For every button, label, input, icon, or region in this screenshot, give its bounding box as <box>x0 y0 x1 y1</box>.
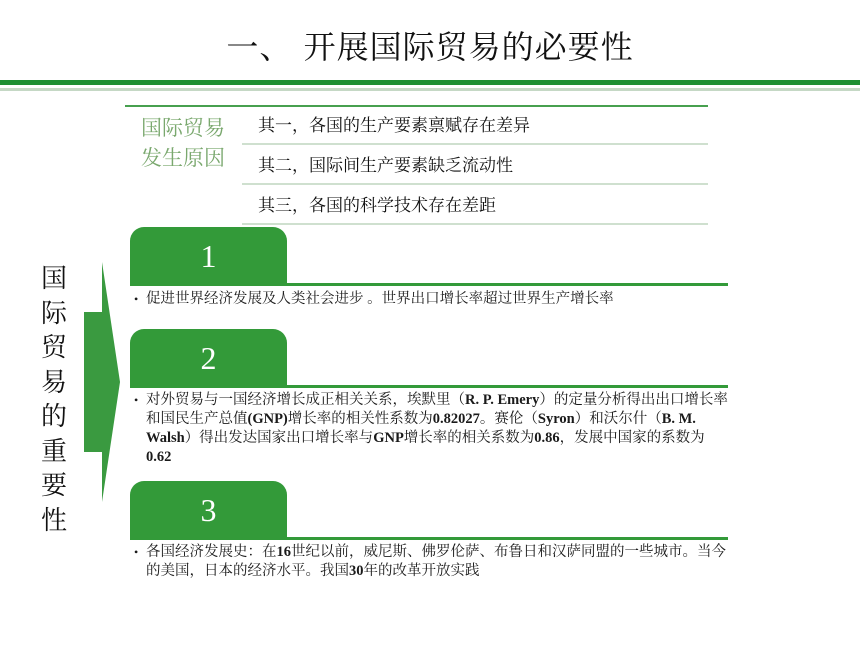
right-arrow-icon <box>82 262 120 502</box>
importance-heading-char: 的 <box>40 402 67 432</box>
point-number-2: 2 <box>130 329 287 387</box>
point-divider-3 <box>130 537 728 540</box>
title-divider <box>0 80 860 85</box>
importance-heading-char: 际 <box>40 298 67 329</box>
importance-heading-char: 贸 <box>40 333 67 363</box>
reasons-label-line-1: 国际贸易 <box>141 116 225 140</box>
reason-item-2: 其二，国际间生产要素缺乏流动性 <box>242 147 708 185</box>
importance-heading <box>36 262 72 538</box>
importance-heading-char: 国 <box>40 264 67 294</box>
point-divider-1 <box>130 283 728 286</box>
importance-heading-char: 重 <box>40 436 67 467</box>
reasons-label <box>128 113 238 173</box>
point-number-3: 3 <box>130 481 287 539</box>
point-text-3: • 各国经济发展史：在16世纪以前，威尼斯、佛罗伦萨、布鲁日和汉萨同盟的一些城市。当今的美国，日本的经济水平。我国30年的改革开放实践 <box>134 543 730 581</box>
point-divider-2 <box>130 385 728 388</box>
title-divider-shadow <box>0 88 860 91</box>
importance-heading-char: 要 <box>40 471 67 501</box>
reasons-label-line-2: 发生原因 <box>141 146 225 170</box>
reason-item-3: 其三，各国的科学技术存在差距 <box>242 187 708 225</box>
point-number-1: 1 <box>130 227 287 285</box>
point-text-1: • 促进世界经济发展及人类社会进步 。世界出口增长率超过世界生产增长率 <box>134 290 730 309</box>
point-text-2: • 对外贸易与一国经济增长成正相关关系，埃默里（R. P. Emery）的定量分析得出出口增长率和国民生产总值(GNP)增长率的相关性系数为0.82027。赛伦（Syron）和沃尔什（B. M. Walsh）得出发达国家出口增长率与GNP增长率的相关系数为0.86，发展中国家的系数为0.62 <box>134 391 730 467</box>
importance-heading-char: 易 <box>40 367 67 398</box>
reason-item-1: 其一，各国的生产要素禀赋存在差异 <box>242 107 708 145</box>
importance-heading-char: 性 <box>40 505 67 536</box>
page-title: 一、 开展国际贸易的必要性 <box>226 28 634 66</box>
